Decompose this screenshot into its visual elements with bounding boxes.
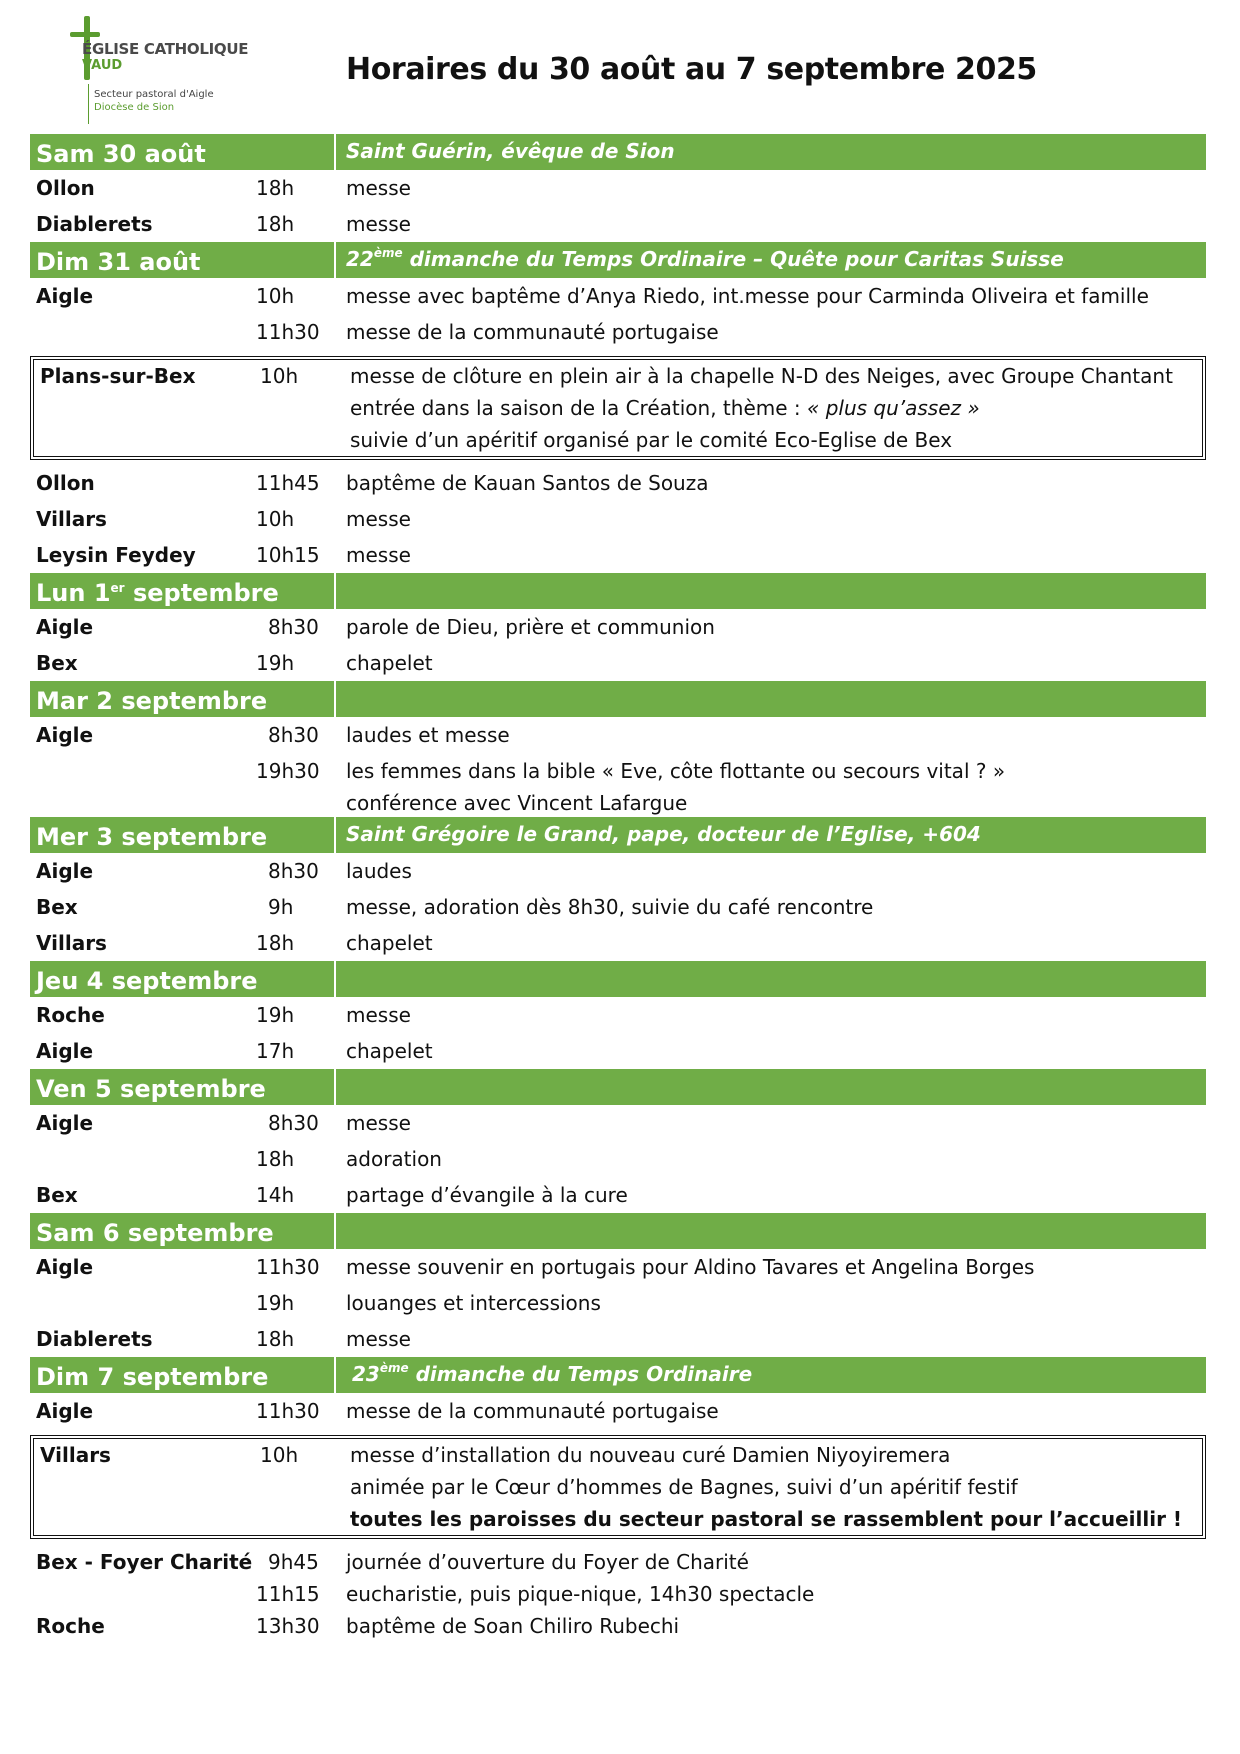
day-label: Dim 7 septembre [36, 1363, 269, 1391]
location: Ollon [36, 176, 95, 200]
description: eucharistie, puis pique-nique, 14h30 spectacle [346, 1582, 815, 1606]
time: 19h [256, 651, 295, 675]
time: 11h30 [256, 1255, 320, 1279]
day-header [30, 242, 1206, 278]
description: messe de la communauté portugaise [346, 1399, 719, 1423]
time: 8h30 [268, 723, 319, 747]
description: baptême de Soan Chiliro Rubechi [346, 1614, 680, 1638]
table-row [30, 501, 1206, 537]
day-feast: 22ème dimanche du Temps Ordinaire – Quête pour Caritas Suisse [346, 246, 1064, 271]
description: chapelet [346, 651, 433, 675]
day-feast: Saint Grégoire le Grand, pape, docteur de l’Eglise, +604 [346, 822, 981, 846]
location: Aigle [36, 615, 94, 639]
location: Aigle [36, 1255, 94, 1279]
time: 10h15 [256, 543, 320, 567]
time: 9h45 [268, 1550, 319, 1574]
time: 10h [256, 507, 295, 531]
time: 18h [256, 1327, 295, 1351]
table-row [30, 1285, 1206, 1321]
day-header [30, 1357, 1206, 1393]
description: suivie d’un apéritif organisé par le comité Eco-Eglise de Bex [350, 428, 953, 452]
location: Plans-sur-Bex [40, 364, 196, 388]
description: messe, adoration dès 8h30, suivie du café rencontre [346, 895, 874, 919]
time: 11h45 [256, 471, 320, 495]
table-row [30, 537, 1206, 573]
table-row [30, 206, 1206, 242]
time: 18h [256, 176, 295, 200]
table-row [34, 392, 1202, 424]
location: Aigle [36, 859, 94, 883]
table-row [30, 1544, 1206, 1576]
description: messe [346, 1003, 411, 1027]
table-row [30, 465, 1206, 501]
location: Ollon [36, 471, 95, 495]
description: messe de clôture en plein air à la chapelle N-D des Neiges, avec Groupe Chantant [350, 364, 1173, 388]
description: messe [346, 1111, 411, 1135]
time: 10h [260, 1443, 299, 1467]
description: messe [346, 543, 411, 567]
location: Bex [36, 895, 78, 919]
table-row [30, 997, 1206, 1033]
table-row [30, 717, 1206, 753]
day-label: Sam 30 août [36, 140, 206, 168]
description: messe avec baptême d’Anya Riedo, int.messe pour Carminda Oliveira et famille [346, 284, 1149, 308]
time: 8h30 [268, 615, 319, 639]
table-row [34, 360, 1202, 392]
location: Roche [36, 1614, 105, 1638]
table-row [34, 1471, 1202, 1503]
time: 19h [256, 1291, 295, 1315]
description: entrée dans la saison de la Création, thème : « plus qu’assez » [350, 396, 980, 420]
time: 11h30 [256, 1399, 320, 1423]
table-row [34, 1439, 1202, 1471]
day-header [30, 134, 1206, 170]
description: messe [346, 1327, 411, 1351]
location: Villars [36, 507, 107, 531]
description: les femmes dans la bible « Eve, côte flottante ou secours vital ? » [346, 759, 1006, 783]
table-row [30, 1141, 1206, 1177]
table-row [30, 609, 1206, 645]
day-header [30, 573, 1206, 609]
description: partage d’évangile à la cure [346, 1183, 628, 1207]
day-header [30, 1213, 1206, 1249]
logo-region: VAUD [82, 58, 123, 73]
time: 9h [268, 895, 294, 919]
table-row [30, 1177, 1206, 1213]
logo-sector: Secteur pastoral d'Aigle [94, 89, 214, 100]
highlight-box [30, 1435, 1206, 1539]
day-label: Ven 5 septembre [36, 1075, 266, 1103]
table-row [30, 1249, 1206, 1285]
location: Bex [36, 651, 78, 675]
logo-diocese: Diocèse de Sion [94, 102, 175, 113]
description: laudes [346, 859, 412, 883]
day-label: Lun 1er septembre [36, 579, 279, 607]
table-row [34, 424, 1202, 456]
location: Bex - Foyer Charité [36, 1550, 253, 1574]
table-row [30, 785, 1206, 817]
description: messe de la communauté portugaise [346, 320, 719, 344]
day-header [30, 1069, 1206, 1105]
time: 11h30 [256, 320, 320, 344]
location: Leysin Feydey [36, 543, 196, 567]
description: conférence avec Vincent Lafargue [346, 791, 688, 815]
day-label: Mer 3 septembre [36, 823, 268, 851]
table-row [34, 1503, 1202, 1535]
description: laudes et messe [346, 723, 510, 747]
time: 17h [256, 1039, 295, 1063]
day-header [30, 817, 1206, 853]
location: Roche [36, 1003, 105, 1027]
day-label: Sam 6 septembre [36, 1219, 274, 1247]
time: 19h [256, 1003, 295, 1027]
description: adoration [346, 1147, 442, 1171]
day-label: Dim 31 août [36, 248, 201, 276]
table-row [30, 645, 1206, 681]
schedule-table [30, 134, 1206, 1644]
table-row [30, 170, 1206, 206]
logo-name: ÉGLISE CATHOLIQUE [82, 40, 249, 58]
table-row [30, 1321, 1206, 1357]
time: 19h30 [256, 759, 320, 783]
table-row [30, 889, 1206, 925]
time: 18h [256, 212, 295, 236]
day-header [30, 681, 1206, 717]
table-row [30, 753, 1206, 785]
time: 8h30 [268, 859, 319, 883]
description: messe [346, 507, 411, 531]
table-row [30, 853, 1206, 889]
time: 10h [256, 284, 295, 308]
description: parole de Dieu, prière et communion [346, 615, 715, 639]
location: Aigle [36, 1111, 94, 1135]
description: journée d’ouverture du Foyer de Charité [346, 1550, 749, 1574]
table-row [30, 1576, 1206, 1608]
table-row [30, 278, 1206, 314]
table-row [30, 1033, 1206, 1069]
day-label: Mar 2 septembre [36, 687, 268, 715]
time: 14h [256, 1183, 295, 1207]
location: Aigle [36, 284, 94, 308]
time: 10h [260, 364, 299, 388]
day-feast: 23ème dimanche du Temps Ordinaire [352, 1361, 753, 1386]
table-row [30, 314, 1206, 350]
description: messe [346, 212, 411, 236]
table-row [30, 1393, 1206, 1429]
time: 18h [256, 1147, 295, 1171]
table-row [30, 1105, 1206, 1141]
day-header [30, 961, 1206, 997]
time: 8h30 [268, 1111, 319, 1135]
location: Aigle [36, 1399, 94, 1423]
description: baptême de Kauan Santos de Souza [346, 471, 709, 495]
location: Aigle [36, 723, 94, 747]
location: Diablerets [36, 212, 153, 236]
logo [64, 14, 264, 124]
description: messe souvenir en portugais pour Aldino Tavares et Angelina Borges [346, 1255, 1035, 1279]
location: Villars [40, 1443, 111, 1467]
description: messe d’installation du nouveau curé Damien Niyoyiremera [350, 1443, 951, 1467]
day-label: Jeu 4 septembre [36, 967, 258, 995]
description: chapelet [346, 931, 433, 955]
description: messe [346, 176, 411, 200]
highlight-box [30, 356, 1206, 460]
time: 11h15 [256, 1582, 320, 1606]
description: toutes les paroisses du secteur pastoral se rassemblent pour l’accueillir ! [350, 1507, 1183, 1531]
description: chapelet [346, 1039, 433, 1063]
location: Diablerets [36, 1327, 153, 1351]
day-feast: Saint Guérin, évêque de Sion [346, 139, 675, 163]
location: Villars [36, 931, 107, 955]
time: 18h [256, 931, 295, 955]
time: 13h30 [256, 1614, 320, 1638]
table-row [30, 1608, 1206, 1644]
table-row [30, 925, 1206, 961]
description: louanges et intercessions [346, 1291, 601, 1315]
location: Bex [36, 1183, 78, 1207]
location: Aigle [36, 1039, 94, 1063]
page-title: Horaires du 30 août au 7 septembre 2025 [346, 52, 1037, 87]
description: animée par le Cœur d’hommes de Bagnes, suivi d’un apéritif festif [350, 1475, 1018, 1499]
